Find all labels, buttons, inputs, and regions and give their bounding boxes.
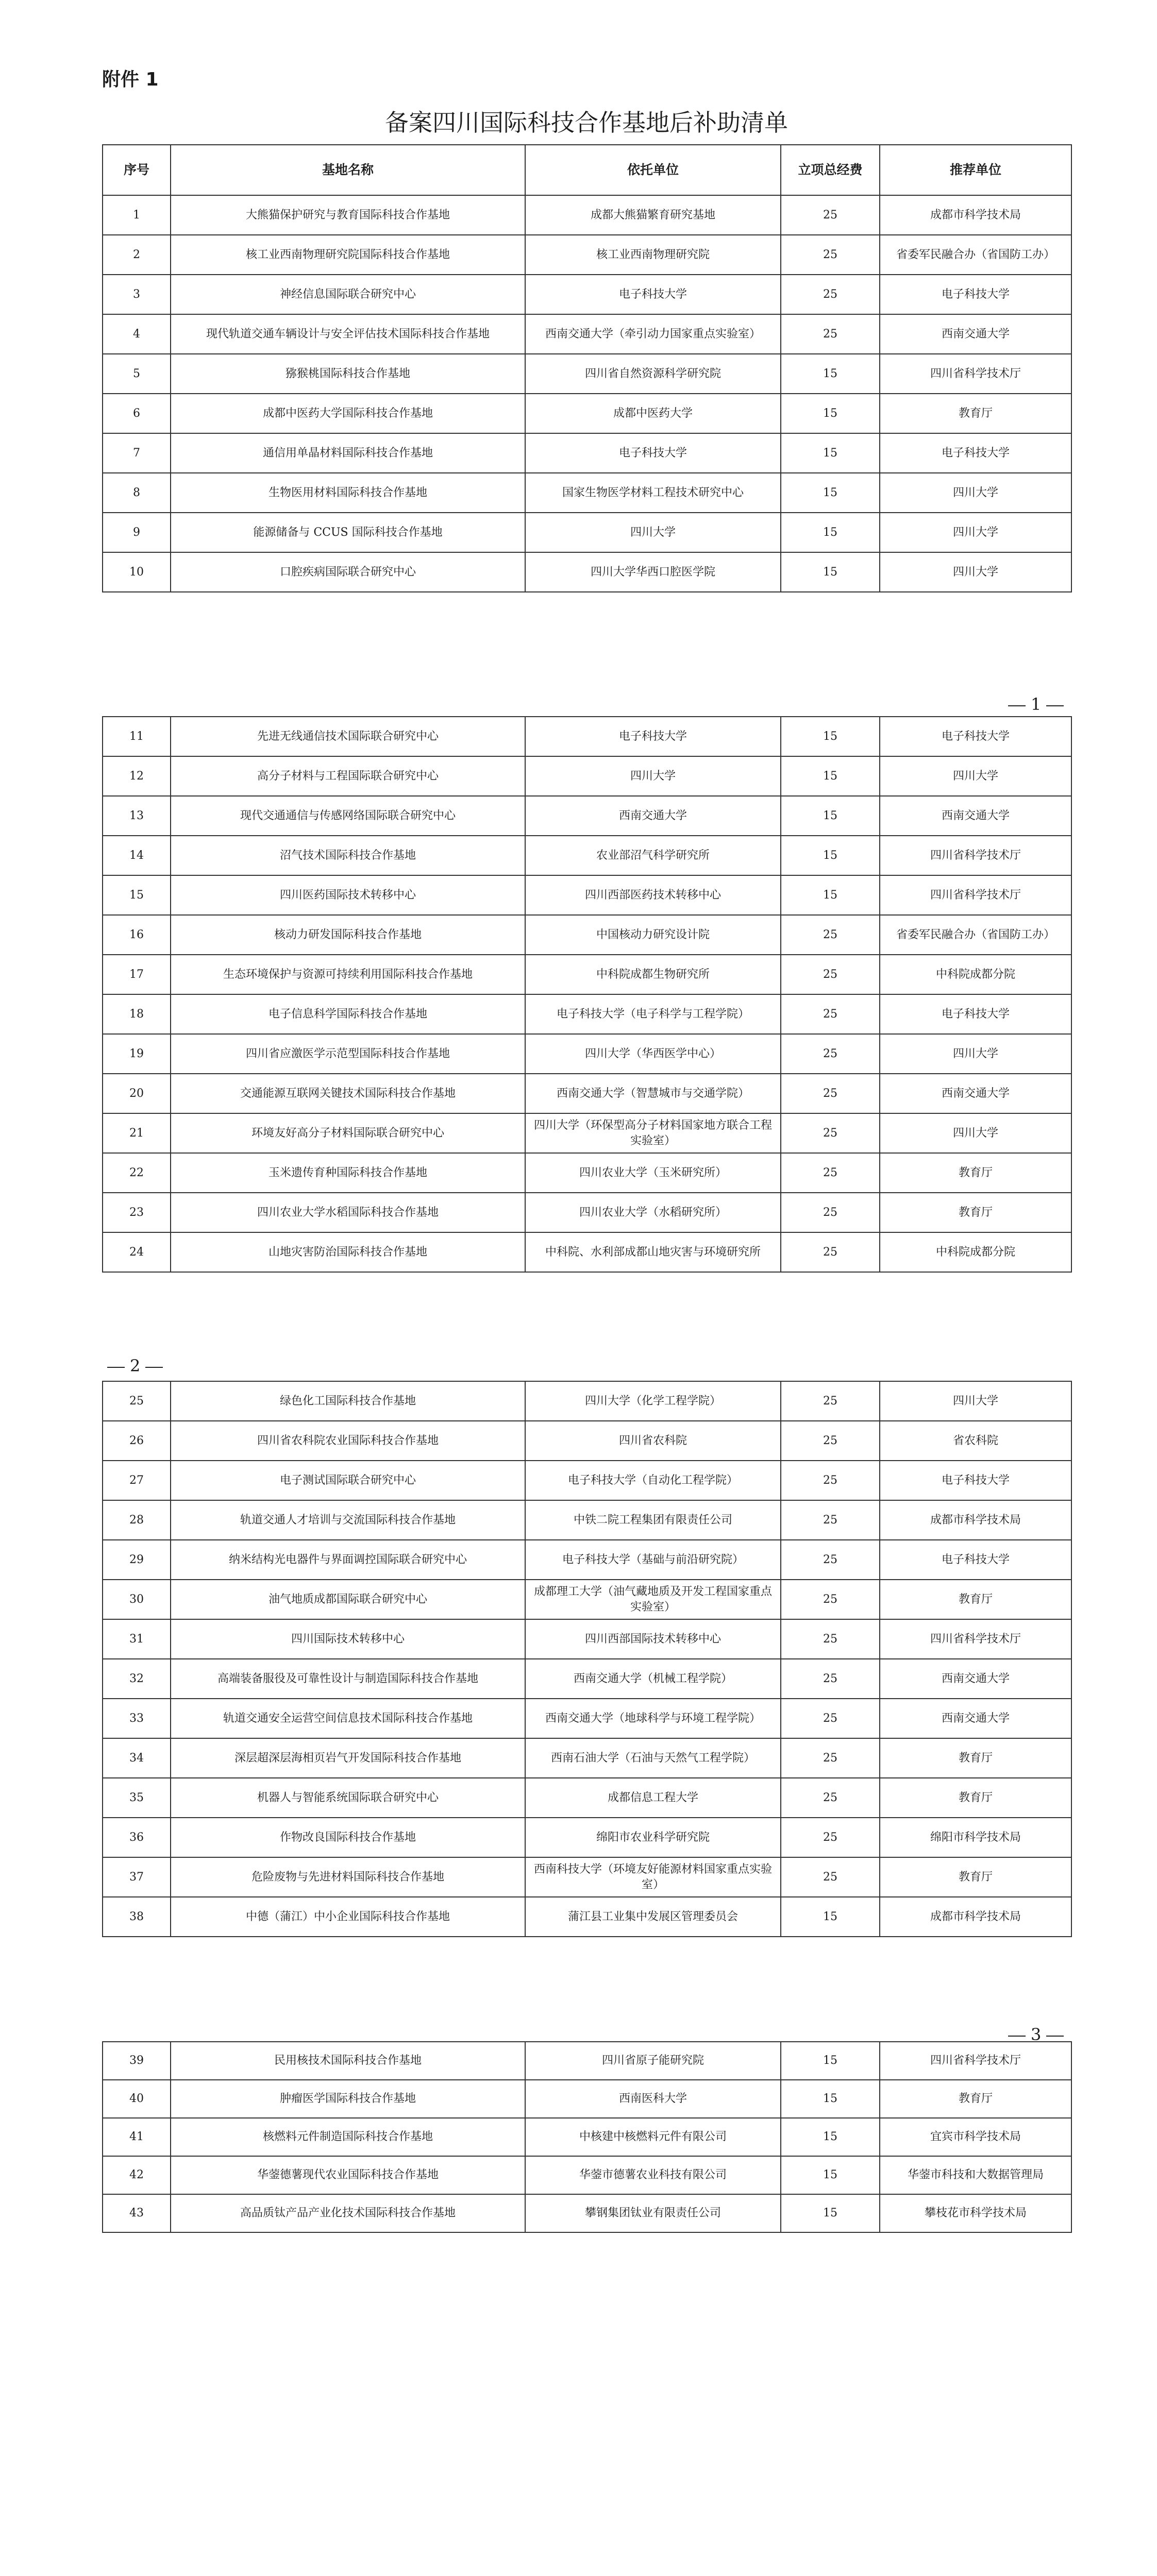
funding-amount: 25 <box>781 235 880 275</box>
table-row <box>103 955 1071 994</box>
host-unit: 中铁二院工程集团有限责任公司 <box>525 1500 781 1540</box>
row-index: 4 <box>103 314 171 354</box>
host-unit: 西南医科大学 <box>525 2080 781 2118</box>
funding-amount: 25 <box>781 1232 880 1272</box>
recommending-unit: 省委军民融合办（省国防工办） <box>880 915 1071 955</box>
recommending-unit: 教育厅 <box>880 1580 1071 1619</box>
funding-amount: 15 <box>781 2156 880 2194</box>
recommending-unit: 省委军民融合办（省国防工办） <box>880 235 1071 275</box>
host-unit: 成都中医药大学 <box>525 394 781 433</box>
recommending-unit: 攀枝花市科学技术局 <box>880 2194 1071 2232</box>
base-name: 华蓥德薯现代农业国际科技合作基地 <box>171 2156 525 2194</box>
table-row <box>103 756 1071 796</box>
table-row <box>103 1857 1071 1897</box>
base-name: 玉米遗传育种国际科技合作基地 <box>171 1153 525 1193</box>
row-index: 29 <box>103 1540 171 1580</box>
row-index: 14 <box>103 836 171 875</box>
funding-amount: 25 <box>781 1540 880 1580</box>
funding-amount: 25 <box>781 1857 880 1897</box>
row-index: 39 <box>103 2042 171 2080</box>
row-index: 12 <box>103 756 171 796</box>
funding-amount: 25 <box>781 1153 880 1193</box>
funding-amount: 15 <box>781 433 880 473</box>
base-name: 轨道交通安全运营空间信息技术国际科技合作基地 <box>171 1699 525 1738</box>
table-row <box>103 1421 1071 1461</box>
base-name: 绿色化工国际科技合作基地 <box>171 1381 525 1421</box>
base-name: 能源储备与 CCUS 国际科技合作基地 <box>171 513 525 552</box>
host-unit: 国家生物医学材料工程技术研究中心 <box>525 473 781 513</box>
host-unit: 绵阳市农业科学研究院 <box>525 1818 781 1857</box>
recommending-unit: 中科院成都分院 <box>880 955 1071 994</box>
base-name: 四川省农科院农业国际科技合作基地 <box>171 1421 525 1461</box>
row-index: 43 <box>103 2194 171 2232</box>
funding-amount: 25 <box>781 275 880 314</box>
row-index: 27 <box>103 1461 171 1500</box>
host-unit: 中科院成都生物研究所 <box>525 955 781 994</box>
row-index: 19 <box>103 1034 171 1074</box>
row-index: 26 <box>103 1421 171 1461</box>
funding-amount: 25 <box>781 994 880 1034</box>
base-name: 核燃料元件制造国际科技合作基地 <box>171 2118 525 2156</box>
recommending-unit: 西南交通大学 <box>880 314 1071 354</box>
base-name: 高分子材料与工程国际联合研究中心 <box>171 756 525 796</box>
row-index: 37 <box>103 1857 171 1897</box>
row-index: 5 <box>103 354 171 394</box>
recommending-unit: 华蓥市科技和大数据管理局 <box>880 2156 1071 2194</box>
table-row <box>103 1738 1071 1778</box>
funding-amount: 15 <box>781 756 880 796</box>
funding-amount: 15 <box>781 2042 880 2080</box>
host-unit: 西南石油大学（石油与天然气工程学院） <box>525 1738 781 1778</box>
recommending-unit: 教育厅 <box>880 1738 1071 1778</box>
host-unit: 中核建中核燃料元件有限公司 <box>525 2118 781 2156</box>
funding-amount: 25 <box>781 1580 880 1619</box>
host-unit: 成都理工大学（油气藏地质及开发工程国家重点实验室） <box>525 1580 781 1619</box>
base-name: 危险废物与先进材料国际科技合作基地 <box>171 1857 525 1897</box>
funding-amount: 15 <box>781 717 880 756</box>
recommending-unit: 电子科技大学 <box>880 994 1071 1034</box>
table-page-2 <box>102 716 1072 1273</box>
row-index: 30 <box>103 1580 171 1619</box>
funding-amount: 25 <box>781 1193 880 1232</box>
host-unit: 四川西部医药技术转移中心 <box>525 875 781 915</box>
host-unit: 四川大学华西口腔医学院 <box>525 552 781 592</box>
table-row <box>103 1699 1071 1738</box>
recommending-unit: 四川大学 <box>880 1034 1071 1074</box>
recommending-unit: 成都市科学技术局 <box>880 1897 1071 1937</box>
row-index: 28 <box>103 1500 171 1540</box>
row-index: 1 <box>103 195 171 235</box>
row-index: 11 <box>103 717 171 756</box>
host-unit: 四川农业大学（水稻研究所） <box>525 1193 781 1232</box>
host-unit: 电子科技大学 <box>525 275 781 314</box>
recommending-unit: 四川省科学技术厅 <box>880 836 1071 875</box>
header-funding: 立项总经费 <box>781 145 880 195</box>
base-name: 神经信息国际联合研究中心 <box>171 275 525 314</box>
table-row <box>103 1232 1071 1272</box>
host-unit: 四川大学（化学工程学院） <box>525 1381 781 1421</box>
base-name: 现代轨道交通车辆设计与安全评估技术国际科技合作基地 <box>171 314 525 354</box>
row-index: 24 <box>103 1232 171 1272</box>
host-unit: 蒲江县工业集中发展区管理委员会 <box>525 1897 781 1937</box>
funding-amount: 15 <box>781 2118 880 2156</box>
table-row <box>103 235 1071 275</box>
table-row <box>103 1619 1071 1659</box>
base-name: 电子测试国际联合研究中心 <box>171 1461 525 1500</box>
base-name: 生物医用材料国际科技合作基地 <box>171 473 525 513</box>
row-index: 38 <box>103 1897 171 1937</box>
page-number: 2 <box>102 1356 168 1376</box>
base-name: 纳米结构光电器件与界面调控国际联合研究中心 <box>171 1540 525 1580</box>
host-unit: 西南交通大学 <box>525 796 781 836</box>
row-index: 31 <box>103 1619 171 1659</box>
host-unit: 农业部沼气科学研究所 <box>525 836 781 875</box>
base-name: 肿瘤医学国际科技合作基地 <box>171 2080 525 2118</box>
base-name: 作物改良国际科技合作基地 <box>171 1818 525 1857</box>
row-index: 7 <box>103 433 171 473</box>
recommending-unit: 电子科技大学 <box>880 275 1071 314</box>
funding-amount: 15 <box>781 354 880 394</box>
table-row <box>103 994 1071 1034</box>
table-row <box>103 1540 1071 1580</box>
host-unit: 电子科技大学（自动化工程学院） <box>525 1461 781 1500</box>
table-row <box>103 2080 1071 2118</box>
table-row <box>103 1113 1071 1153</box>
recommending-unit: 电子科技大学 <box>880 1461 1071 1500</box>
host-unit: 四川大学 <box>525 756 781 796</box>
host-unit: 西南科技大学（环境友好能源材料国家重点实验室） <box>525 1857 781 1897</box>
recommending-unit: 四川大学 <box>880 473 1071 513</box>
page-number: 1 <box>1003 694 1069 714</box>
base-name: 通信用单晶材料国际科技合作基地 <box>171 433 525 473</box>
table-row <box>103 314 1071 354</box>
funding-amount: 15 <box>781 394 880 433</box>
table-row <box>103 836 1071 875</box>
row-index: 6 <box>103 394 171 433</box>
base-name: 民用核技术国际科技合作基地 <box>171 2042 525 2080</box>
row-index: 42 <box>103 2156 171 2194</box>
row-index: 41 <box>103 2118 171 2156</box>
host-unit: 西南交通大学（智慧城市与交通学院） <box>525 1074 781 1113</box>
base-name: 生态环境保护与资源可持续利用国际科技合作基地 <box>171 955 525 994</box>
document-title: 备案四川国际科技合作基地后补助清单 <box>385 109 788 137</box>
host-unit: 四川农业大学（玉米研究所） <box>525 1153 781 1193</box>
table-row <box>103 473 1071 513</box>
funding-amount: 15 <box>781 2194 880 2232</box>
host-unit: 四川大学（环保型高分子材料国家地方联合工程实验室） <box>525 1113 781 1153</box>
recommending-unit: 绵阳市科学技术局 <box>880 1818 1071 1857</box>
funding-amount: 25 <box>781 1461 880 1500</box>
base-name: 现代交通通信与传感网络国际联合研究中心 <box>171 796 525 836</box>
funding-amount: 25 <box>781 955 880 994</box>
funding-amount: 25 <box>781 314 880 354</box>
funding-amount: 15 <box>781 796 880 836</box>
table-row <box>103 1818 1071 1857</box>
table-row <box>103 1461 1071 1500</box>
row-index: 22 <box>103 1153 171 1193</box>
funding-amount: 25 <box>781 1738 880 1778</box>
recommending-unit: 宜宾市科学技术局 <box>880 2118 1071 2156</box>
attachment-label: 附件 1 <box>102 69 159 90</box>
row-index: 10 <box>103 552 171 592</box>
funding-amount: 15 <box>781 1897 880 1937</box>
base-name: 口腔疾病国际联合研究中心 <box>171 552 525 592</box>
base-name: 四川国际技术转移中心 <box>171 1619 525 1659</box>
base-name: 核动力研发国际科技合作基地 <box>171 915 525 955</box>
recommending-unit: 西南交通大学 <box>880 796 1071 836</box>
recommending-unit: 西南交通大学 <box>880 1699 1071 1738</box>
recommending-unit: 省农科院 <box>880 1421 1071 1461</box>
table-row <box>103 2118 1071 2156</box>
row-index: 23 <box>103 1193 171 1232</box>
row-index: 40 <box>103 2080 171 2118</box>
row-index: 3 <box>103 275 171 314</box>
recommending-unit: 西南交通大学 <box>880 1074 1071 1113</box>
funding-amount: 15 <box>781 473 880 513</box>
funding-amount: 25 <box>781 195 880 235</box>
host-unit: 四川大学 <box>525 513 781 552</box>
table-row <box>103 1193 1071 1232</box>
table-row <box>103 796 1071 836</box>
funding-amount: 25 <box>781 1113 880 1153</box>
row-index: 36 <box>103 1818 171 1857</box>
row-index: 18 <box>103 994 171 1034</box>
host-unit: 西南交通大学（机械工程学院） <box>525 1659 781 1699</box>
table-row <box>103 195 1071 235</box>
header-recommender: 推荐单位 <box>880 145 1071 195</box>
recommending-unit: 电子科技大学 <box>880 1540 1071 1580</box>
funding-amount: 25 <box>781 1421 880 1461</box>
host-unit: 电子科技大学 <box>525 433 781 473</box>
host-unit: 四川大学（华西医学中心） <box>525 1034 781 1074</box>
host-unit: 中国核动力研究设计院 <box>525 915 781 955</box>
funding-amount: 25 <box>781 1500 880 1540</box>
row-index: 16 <box>103 915 171 955</box>
recommending-unit: 四川大学 <box>880 513 1071 552</box>
host-unit: 四川省原子能研究院 <box>525 2042 781 2080</box>
recommending-unit: 四川大学 <box>880 1381 1071 1421</box>
recommending-unit: 四川省科学技术厅 <box>880 354 1071 394</box>
recommending-unit: 四川省科学技术厅 <box>880 1619 1071 1659</box>
base-name: 核工业西南物理研究院国际科技合作基地 <box>171 235 525 275</box>
row-index: 13 <box>103 796 171 836</box>
row-index: 2 <box>103 235 171 275</box>
table-row <box>103 915 1071 955</box>
recommending-unit: 西南交通大学 <box>880 1659 1071 1699</box>
table-row <box>103 1074 1071 1113</box>
row-index: 8 <box>103 473 171 513</box>
recommending-unit: 成都市科学技术局 <box>880 1500 1071 1540</box>
table-row <box>103 394 1071 433</box>
base-name: 机器人与智能系统国际联合研究中心 <box>171 1778 525 1818</box>
recommending-unit: 四川大学 <box>880 552 1071 592</box>
base-name: 深层超深层海相页岩气开发国际科技合作基地 <box>171 1738 525 1778</box>
base-name: 成都中医药大学国际科技合作基地 <box>171 394 525 433</box>
recommending-unit: 电子科技大学 <box>880 433 1071 473</box>
host-unit: 攀钢集团钛业有限责任公司 <box>525 2194 781 2232</box>
recommending-unit: 电子科技大学 <box>880 717 1071 756</box>
base-name: 环境友好高分子材料国际联合研究中心 <box>171 1113 525 1153</box>
header-base-name: 基地名称 <box>171 145 525 195</box>
row-index: 21 <box>103 1113 171 1153</box>
table-row <box>103 2194 1071 2232</box>
host-unit: 电子科技大学（基础与前沿研究院） <box>525 1540 781 1580</box>
base-name: 大熊猫保护研究与教育国际科技合作基地 <box>171 195 525 235</box>
header-host-unit: 依托单位 <box>525 145 781 195</box>
table-row <box>103 1153 1071 1193</box>
base-name: 油气地质成都国际联合研究中心 <box>171 1580 525 1619</box>
base-name: 先进无线通信技术国际联合研究中心 <box>171 717 525 756</box>
table-row <box>103 875 1071 915</box>
host-unit: 核工业西南物理研究院 <box>525 235 781 275</box>
funding-amount: 15 <box>781 836 880 875</box>
table-row <box>103 1034 1071 1074</box>
funding-amount: 15 <box>781 513 880 552</box>
row-index: 20 <box>103 1074 171 1113</box>
table-row <box>103 1897 1071 1937</box>
row-index: 32 <box>103 1659 171 1699</box>
recommending-unit: 教育厅 <box>880 1778 1071 1818</box>
base-name: 轨道交通人才培训与交流国际科技合作基地 <box>171 1500 525 1540</box>
recommending-unit: 四川省科学技术厅 <box>880 875 1071 915</box>
table-row <box>103 1659 1071 1699</box>
base-name: 高品质钛产品产业化技术国际科技合作基地 <box>171 2194 525 2232</box>
table-row <box>103 354 1071 394</box>
row-index: 34 <box>103 1738 171 1778</box>
recommending-unit: 教育厅 <box>880 2080 1071 2118</box>
funding-amount: 25 <box>781 1034 880 1074</box>
table-row <box>103 2042 1071 2080</box>
host-unit: 四川省自然资源科学研究院 <box>525 354 781 394</box>
host-unit: 电子科技大学（电子科学与工程学院） <box>525 994 781 1034</box>
row-index: 17 <box>103 955 171 994</box>
row-index: 9 <box>103 513 171 552</box>
funding-amount: 25 <box>781 915 880 955</box>
host-unit: 西南交通大学（地球科学与环境工程学院） <box>525 1699 781 1738</box>
funding-amount: 25 <box>781 1074 880 1113</box>
host-unit: 西南交通大学（牵引动力国家重点实验室） <box>525 314 781 354</box>
funding-amount: 15 <box>781 875 880 915</box>
host-unit: 华蓥市德薯农业科技有限公司 <box>525 2156 781 2194</box>
base-name: 猕猴桃国际科技合作基地 <box>171 354 525 394</box>
funding-amount: 25 <box>781 1699 880 1738</box>
funding-amount: 25 <box>781 1381 880 1421</box>
page-number: 3 <box>1003 2025 1069 2044</box>
host-unit: 成都大熊猫繁育研究基地 <box>525 195 781 235</box>
table-row <box>103 1580 1071 1619</box>
funding-amount: 25 <box>781 1778 880 1818</box>
base-name: 高端装备服役及可靠性设计与制造国际科技合作基地 <box>171 1659 525 1699</box>
row-index: 33 <box>103 1699 171 1738</box>
table-row <box>103 2156 1071 2194</box>
base-name: 电子信息科学国际科技合作基地 <box>171 994 525 1034</box>
funding-amount: 25 <box>781 1659 880 1699</box>
recommending-unit: 四川省科学技术厅 <box>880 2042 1071 2080</box>
recommending-unit: 教育厅 <box>880 1857 1071 1897</box>
table-row <box>103 1381 1071 1421</box>
host-unit: 四川省农科院 <box>525 1421 781 1461</box>
table-row <box>103 552 1071 592</box>
recommending-unit: 教育厅 <box>880 1153 1071 1193</box>
recommending-unit: 成都市科学技术局 <box>880 195 1071 235</box>
host-unit: 中科院、水利部成都山地灾害与环境研究所 <box>525 1232 781 1272</box>
base-name: 山地灾害防治国际科技合作基地 <box>171 1232 525 1272</box>
recommending-unit: 中科院成都分院 <box>880 1232 1071 1272</box>
base-name: 沼气技术国际科技合作基地 <box>171 836 525 875</box>
recommending-unit: 四川大学 <box>880 1113 1071 1153</box>
table-page-4 <box>102 2041 1072 2233</box>
table-row <box>103 1778 1071 1818</box>
table-row <box>103 717 1071 756</box>
funding-amount: 15 <box>781 552 880 592</box>
table-page-1 <box>102 144 1072 592</box>
row-index: 25 <box>103 1381 171 1421</box>
table-row <box>103 433 1071 473</box>
table-row <box>103 513 1071 552</box>
recommending-unit: 教育厅 <box>880 394 1071 433</box>
host-unit: 成都信息工程大学 <box>525 1778 781 1818</box>
base-name: 四川省应激医学示范型国际科技合作基地 <box>171 1034 525 1074</box>
funding-amount: 15 <box>781 2080 880 2118</box>
recommending-unit: 教育厅 <box>880 1193 1071 1232</box>
base-name: 中德（蒲江）中小企业国际科技合作基地 <box>171 1897 525 1937</box>
host-unit: 电子科技大学 <box>525 717 781 756</box>
recommending-unit: 四川大学 <box>880 756 1071 796</box>
base-name: 四川医药国际技术转移中心 <box>171 875 525 915</box>
funding-amount: 25 <box>781 1619 880 1659</box>
funding-amount: 25 <box>781 1818 880 1857</box>
row-index: 15 <box>103 875 171 915</box>
table-row <box>103 1500 1071 1540</box>
host-unit: 四川西部国际技术转移中心 <box>525 1619 781 1659</box>
base-name: 交通能源互联网关键技术国际科技合作基地 <box>171 1074 525 1113</box>
table-page-3 <box>102 1381 1072 1937</box>
table-row <box>103 275 1071 314</box>
row-index: 35 <box>103 1778 171 1818</box>
base-name: 四川农业大学水稻国际科技合作基地 <box>171 1193 525 1232</box>
header-index: 序号 <box>103 145 171 195</box>
table-header-row <box>103 145 1071 195</box>
